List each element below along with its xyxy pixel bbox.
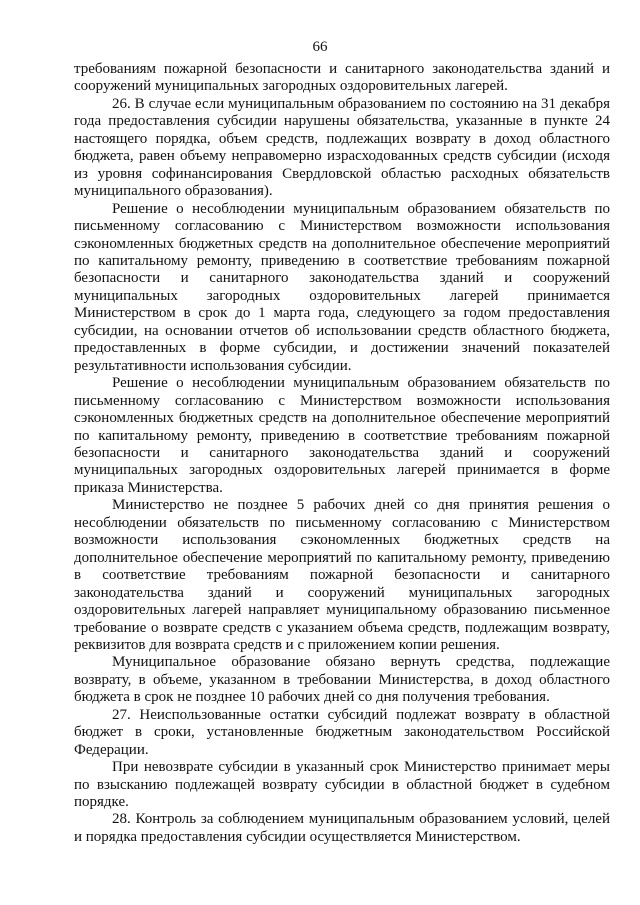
paragraph-item-26: 26. В случае если муниципальным образованием по состоянию на 31 декабря года предоставления субсидии нарушены обязательства, указанные в пункте 24 настоящего порядка, объем средств, подлежащих возврату в доход областного бюджета, равен объему неправомерно израсходованных средств субсидии (исходя из уровня софинансирования Свердловской областью расходных обязательств муниципального образования). [74,95,610,200]
paragraph-court-recovery: При невозврате субсидии в указанный срок Министерство принимает меры по взысканию подлежащей возврату субсидии в областной бюджет в судебном порядке. [74,759,610,811]
paragraph-item-28: 28. Контроль за соблюдением муниципальным образованием условий, целей и порядка предоставления субсидии осуществляется Министерством. [74,811,610,845]
paragraph-continuation: требованиям пожарной безопасности и санитарного законодательства зданий и сооружений муниципальных загородных оздоровительных лагерей. [74,61,610,95]
paragraph-decision-form: Решение о несоблюдении муниципальным образованием обязательств по письменному согласованию с Министерством возможности использования сэкономленных бюджетных средств на дополнительное обеспечение мероприятий по капитальному ремонту, приведению в соответствие требованиям пожарной безопасности и санитарного законодательства зданий и сооружений муниципальных загородных оздоровительных лагерей принимается в форме приказа Министерства. [74,375,610,496]
paragraph-decision-deadline: Решение о несоблюдении муниципальным образованием обязательств по письменному согласованию с Министерством возможности использования сэкономленных бюджетных средств на дополнительное обеспечение мероприятий по капитальному ремонту, приведению в соответствие требованиям пожарной безопасности и санитарного законодательства зданий и сооружений муниципальных загородных оздоровительных лагерей принимается Министерством в срок до 1 марта года, следующего за годом предоставления субсидии, на основании отчетов об использовании средств областного бюджета, предоставленных в форме субсидии, и достижении значений показателей результативности использования субсидии. [74,200,610,374]
document-body [74,61,610,846]
paragraph-ministry-requirement: Министерство не позднее 5 рабочих дней со дня принятия решения о несоблюдении обязательств по письменному согласованию с Министерством возможности использования сэкономленных бюджетных средств на дополнительное обеспечение мероприятий по капитальному ремонту, приведению в соответствие требованиям пожарной безопасности и санитарного законодательства зданий и сооружений муниципальных загородных оздоровительных лагерей направляет муниципальному образованию письменное требование о возврате средств с указанием объема средств, подлежащим возврату, реквизитов для возврата средств и с приложением копии решения. [74,497,610,653]
paragraph-return-obligation: Муниципальное образование обязано вернуть средства, подлежащие возврату, в объеме, указанном в требовании Министерства, в доход областного бюджета в срок не позднее 10 рабочих дней со дня получения требования. [74,654,610,706]
paragraph-item-27: 27. Неиспользованные остатки субсидий подлежат возврату в областной бюджет в сроки, установленные бюджетным законодательством Российской Федерации. [74,706,610,758]
page-number: 66 [312,39,328,55]
